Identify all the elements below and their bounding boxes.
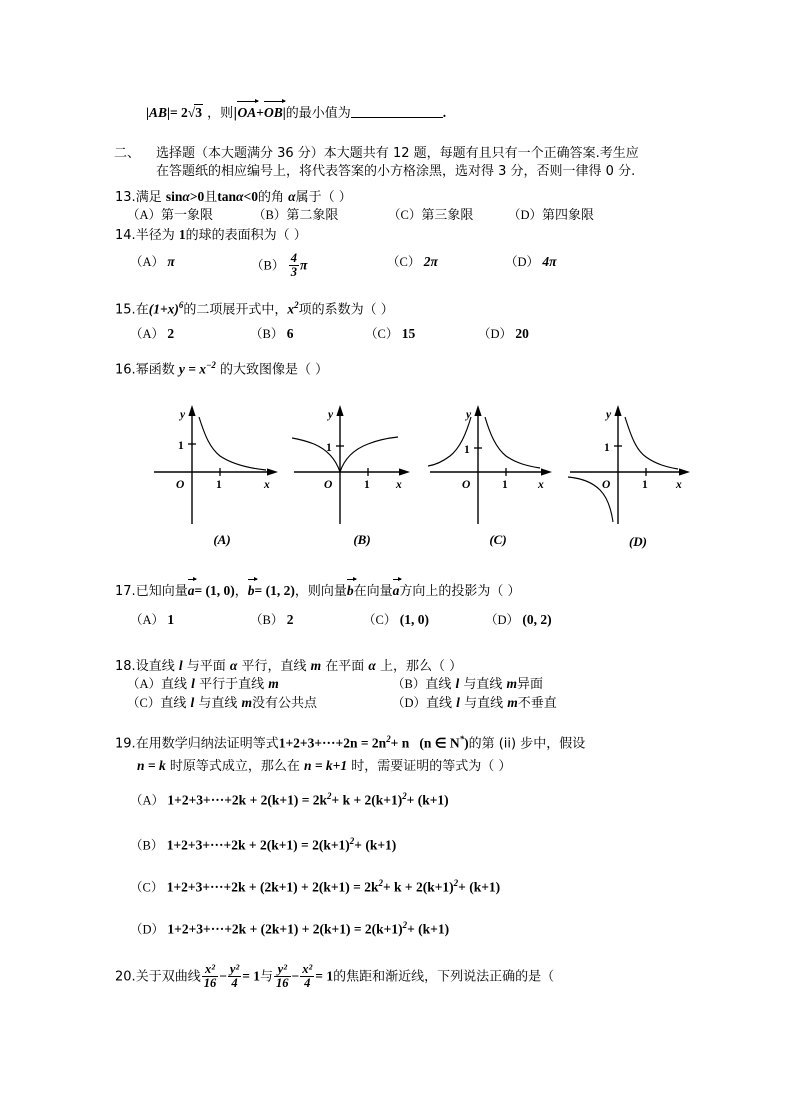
q19-option-a-eq: =	[301, 792, 310, 808]
section-number: 二、	[114, 146, 141, 161]
q13-lt: <0	[243, 189, 258, 204]
q14-option-d-text: 4π	[542, 254, 557, 269]
x-tick-label-1: 1	[364, 479, 370, 491]
curve-branch-positive	[199, 417, 266, 470]
q19-option-a-rhs-c: + (k+1)	[406, 792, 449, 808]
q16-number: 16.	[115, 362, 136, 378]
q17-option-c[interactable]	[363, 611, 429, 629]
q12-tail-text: 的最小值为	[285, 106, 351, 121]
y-axis-arrow	[336, 405, 343, 416]
q15-option-a[interactable]	[130, 325, 174, 343]
q19-option-d-rhs-a-sup: 2	[402, 920, 408, 930]
q14-stem	[115, 226, 307, 244]
curve-branch-positive	[485, 417, 540, 468]
q14-fraction-numerator: 4	[290, 251, 297, 265]
origin-label: O	[602, 479, 611, 491]
q20-fraction-4	[300, 963, 314, 990]
q15-option-c-text: 15	[401, 326, 416, 341]
q18-line-l: l	[178, 658, 183, 673]
x-axis-arrow	[399, 468, 410, 475]
q19-option-b-label: （B）	[130, 838, 164, 853]
q14-fraction-four-thirds	[289, 252, 299, 279]
q15-term-exponent: 2	[294, 300, 299, 310]
q18-option-c[interactable]	[127, 694, 317, 712]
q14-stem-post: 的球的表面积为（	[185, 228, 290, 243]
q17-option-c-text: (1, 0)	[399, 612, 429, 627]
q18-option-d[interactable]	[392, 694, 557, 712]
y-axis-arrow	[614, 405, 621, 416]
q14-fraction-denominator: 3	[290, 265, 297, 280]
q18-number: 18.	[115, 659, 136, 674]
q19-option-c-lhs: 1+2+3+···+2k + (2k+1) + 2(k+1)	[166, 879, 350, 895]
q17-option-a-label: （A）	[130, 613, 165, 627]
q17-eq-a: = (1, 0)	[194, 583, 235, 598]
q19-stem-line-2	[137, 757, 511, 775]
q16-stem-close: ）	[311, 362, 329, 378]
q13-option-d[interactable]	[508, 206, 594, 224]
q13-number: 13.	[115, 190, 136, 205]
q19-line2-post: 时，需要证明的等式为（	[347, 759, 495, 774]
curve-branch-positive	[340, 437, 398, 472]
q13-alpha1: α	[182, 189, 190, 204]
q19-line2-mid: 时原等式成立，那么在	[165, 759, 304, 774]
q18-p4: 在平面	[321, 659, 369, 674]
q19-option-b-rhs-b: + (k+1)	[354, 837, 397, 853]
q18-option-d-post: 不垂直	[517, 696, 557, 711]
q15-binomial-exponent: 6	[178, 300, 184, 310]
q16-stem-post: 的大致图像是（	[215, 362, 312, 378]
q20-fraction-2	[228, 963, 241, 990]
q19-option-c[interactable]	[130, 875, 500, 897]
x-tick-label-1: 1	[502, 479, 508, 491]
q15-binomial-base: (1+x)	[148, 301, 179, 317]
q20-fraction-3	[274, 963, 291, 990]
graph-a-svg	[152, 400, 292, 530]
q19-option-d-label: （D）	[130, 922, 165, 937]
graph-c-svg	[428, 400, 568, 530]
q15-option-c[interactable]	[365, 325, 415, 343]
q15-option-d-text: 20	[515, 326, 529, 341]
q17-stem-pre: 已知向量	[135, 584, 188, 599]
q19-option-c-rhs-a-sup: 2	[378, 878, 383, 888]
q13-option-b-label: （B）	[253, 208, 287, 222]
q18-p1: 设直线	[135, 659, 179, 674]
q19-option-c-rhs-a: 2k	[364, 879, 379, 895]
q19-option-c-label: （C）	[130, 880, 164, 895]
q14-option-a-label: （A）	[130, 255, 165, 269]
y-axis-arrow	[188, 405, 195, 416]
q15-stem-close: ）	[376, 302, 394, 318]
x-axis-arrow	[679, 468, 690, 475]
q17-option-b-text: 2	[286, 612, 294, 627]
q17-stem-close: ）	[503, 584, 521, 599]
q18-option-d-v2: m	[507, 695, 518, 710]
q18-option-a-v2: m	[268, 676, 279, 691]
q18-option-b-label: （B）	[392, 677, 426, 691]
q18-line-m: m	[310, 658, 322, 673]
q19-option-a-rhs-b: + k + 2(k+1)	[331, 792, 403, 808]
q17-vector-a: a	[187, 583, 195, 598]
y-tick-label-1: 1	[326, 442, 332, 454]
q15-stem	[115, 297, 394, 319]
y-axis-label: y	[180, 409, 186, 421]
q13-stem	[115, 188, 352, 206]
q15-stem-pre: 在	[135, 302, 149, 318]
graph-b-svg	[292, 400, 432, 530]
q15-option-a-text: 2	[167, 326, 175, 341]
q19-option-a-lhs: 1+2+3+···+2k + 2(k+1)	[167, 792, 299, 808]
q17-vector-b-2: b	[346, 583, 354, 598]
q13-gt: >0	[189, 189, 205, 204]
q20-minus-2: −	[291, 968, 300, 984]
q18-option-c-v2: m	[241, 695, 253, 710]
q20-eq-1: = 1	[242, 968, 261, 984]
q16-stem	[115, 357, 328, 379]
y-tick-label-1: 1	[178, 440, 184, 452]
q13-option-a-label: （A）	[127, 208, 162, 222]
q13-stem-text: 满足	[135, 190, 166, 205]
graph-a-label: (A)	[213, 532, 231, 547]
q19-option-a-rhs-b-sup: 2	[402, 791, 407, 801]
q18-option-c-mid: 与直线	[194, 696, 242, 711]
y-tick-label-1: 1	[464, 444, 470, 456]
q15-number: 15.	[115, 302, 136, 318]
q14-radius: 1	[178, 227, 186, 242]
then-text: ，则|	[202, 106, 238, 121]
q14-stem-close: ）	[289, 228, 307, 243]
graph-d-svg	[568, 400, 708, 530]
q18-option-b-pre: 直线	[425, 677, 456, 692]
answer-blank[interactable]	[351, 106, 443, 118]
x-tick-label-1: 1	[216, 479, 222, 491]
q20-fraction-1-numerator: x²	[204, 962, 215, 976]
q19-equation: 1+2+3+···+2n = 2n	[278, 735, 387, 751]
q17-option-d-text: (0, 2)	[522, 612, 552, 627]
curve-branch-negative	[292, 438, 340, 472]
q13-paren: 属于（ ）	[295, 190, 352, 205]
q20-fraction-4-denominator: 4	[300, 976, 314, 990]
q17-eq-b: = (1, 2)	[254, 583, 295, 598]
q17-number: 17.	[115, 584, 136, 599]
abs-open: |	[146, 105, 149, 120]
q20-stem-post: 的焦距和渐近线，下列说法正确的是（	[333, 969, 555, 985]
q19-option-d-rhs-b: + (k+1)	[407, 921, 450, 937]
q17-vector-b: b	[247, 583, 255, 598]
q19-option-b-rhs-a: 2(k+1)	[312, 837, 350, 853]
q19-option-a[interactable]	[130, 788, 449, 810]
q19-option-c-rhs-b-sup: 2	[453, 878, 459, 888]
q12-period: .	[442, 105, 447, 120]
q19-equation-tail: + n	[390, 735, 410, 751]
q18-option-c-v1: l	[190, 695, 195, 710]
q13-option-d-label: （D）	[508, 208, 543, 222]
q19-equation-exponent: 2	[386, 734, 391, 744]
q18-option-b-post: 异面	[517, 677, 544, 692]
q14-stem-pre: 半径为	[135, 228, 179, 243]
q19-option-c-rhs-b: + k + 2(k+1)	[382, 879, 454, 895]
q18-option-d-pre: 直线	[426, 696, 457, 711]
q17-option-a[interactable]	[130, 611, 174, 629]
graph-a	[152, 400, 292, 550]
q17-mid-2: 在向量	[353, 584, 393, 599]
origin-label: O	[176, 479, 185, 491]
q20-minus-1: −	[219, 968, 227, 984]
q17-option-c-label: （C）	[363, 613, 397, 627]
y-axis-arrow	[474, 405, 481, 416]
q13-belongs: 的角	[257, 190, 289, 205]
q18-option-a-pre: 直线	[161, 677, 192, 692]
q20-fraction-1-denominator: 16	[203, 976, 217, 991]
q17-mid-1: ，则向量	[294, 584, 347, 599]
q18-stem	[115, 657, 462, 675]
q19-option-d-lhs: 1+2+3+···+2k + (2k+1) + 2(k+1)	[167, 921, 351, 937]
q18-p5: 上，那么（	[375, 659, 445, 674]
q19-option-a-rhs-a: 2k	[312, 792, 328, 808]
q17-stem	[115, 581, 521, 600]
x-axis-label: x	[676, 479, 682, 491]
q17-option-b-label: （B）	[250, 613, 284, 627]
q14-option-a-text: π	[167, 254, 175, 269]
graph-b	[292, 400, 432, 550]
q13-tan: tan	[217, 189, 237, 204]
x-axis-label: x	[396, 479, 402, 491]
origin-label: O	[462, 479, 471, 491]
q19-set-close: )	[464, 735, 469, 751]
vector-oa: OA	[237, 105, 257, 120]
q19-option-a-rhs-a-sup: 2	[327, 791, 332, 801]
q20-fraction-3-numerator: y²	[277, 962, 287, 976]
q13-option-b[interactable]	[253, 206, 338, 224]
q19-set-membership: (n ∈ N	[419, 735, 460, 751]
q13-alpha2: α	[236, 189, 244, 204]
q13-alpha3: α	[288, 189, 296, 204]
q15-option-a-label: （A）	[130, 327, 165, 341]
q16-function-base: y = x	[178, 361, 207, 377]
q18-option-a-mid: 平行于直线	[194, 677, 269, 692]
q17-option-d[interactable]	[485, 611, 552, 629]
q20-stem	[115, 964, 554, 991]
graph-c-label: (C)	[489, 532, 507, 547]
graph-b-label: (B)	[353, 532, 371, 547]
q17-comma: ，	[234, 584, 248, 599]
section-line-2: 在答题纸的相应编号上，将代表答案的小方格涂黑，选对得 3 分，否则一律得 0 分.	[156, 164, 636, 179]
q13-option-b-text: 第二象限	[286, 208, 339, 223]
q19-n-equals-k: n = k	[137, 758, 166, 773]
q19-stem-close: ）	[494, 759, 512, 774]
q18-option-b-v2: m	[506, 676, 518, 691]
q16-stem-pre: 幂函数	[135, 362, 179, 378]
q18-option-a-label: （A）	[127, 677, 162, 691]
q18-option-d-mid: 与直线	[459, 696, 508, 711]
origin-label: O	[324, 479, 333, 491]
q19-option-c-rhs-c: + (k+1)	[458, 879, 501, 895]
q13-and: 且	[204, 190, 218, 205]
q20-fraction-2-numerator: y²	[229, 962, 240, 976]
abs-close: |	[282, 105, 286, 120]
q19-option-b-rhs-a-sup: 2	[349, 836, 355, 846]
q13-option-c-label: （C）	[388, 208, 422, 222]
abs-eq: |= 2	[167, 105, 188, 120]
q19-stem-line-1	[115, 731, 585, 753]
q20-conjunction: 与	[260, 969, 274, 985]
q19-n-equals-k-plus-1: n = k+1	[303, 758, 348, 773]
q13-option-c-text: 第三象限	[421, 208, 474, 223]
q14-option-b[interactable]	[251, 253, 307, 280]
q20-fraction-3-denominator: 16	[276, 976, 289, 991]
q13-option-c[interactable]	[388, 206, 473, 224]
section-line-1: 选择题（本大题满分 36 分）本大题共有 12 题，每题有且只有一个正确答案.考生应	[156, 146, 639, 161]
y-axis-label: y	[328, 409, 334, 421]
x-tick-label-1: 1	[642, 479, 648, 491]
sqrt-icon: √	[187, 105, 196, 120]
segment-ab: AB	[148, 105, 167, 120]
q13-option-a[interactable]	[127, 206, 213, 224]
q13-option-d-text: 第四象限	[542, 208, 595, 223]
q14-option-a[interactable]	[130, 253, 175, 271]
q18-option-c-pre: 直线	[160, 696, 191, 711]
q13-sin: sin	[165, 189, 183, 204]
q19-option-b-eq: =	[301, 837, 309, 853]
q20-number: 20.	[115, 969, 136, 985]
q15-option-c-label: （C）	[365, 327, 399, 341]
q19-set-star: *	[459, 734, 465, 744]
q14-option-d[interactable]	[505, 253, 557, 271]
q17-vector-a-2: a	[392, 583, 400, 598]
q18-option-a-v1: l	[191, 676, 195, 691]
q19-stem-post: 的第 (ii) 步中，假设	[468, 736, 586, 752]
q15-option-d-label: （D）	[478, 327, 513, 341]
q18-option-b-v1: l	[455, 676, 460, 691]
y-tick-label-1: 1	[604, 442, 610, 454]
q20-eq-2: = 1	[315, 968, 334, 984]
q15-option-b[interactable]	[250, 325, 293, 343]
q19-stem-pre: 在用数学归纳法证明等式	[135, 736, 279, 752]
q18-option-c-post: 没有公共点	[252, 696, 318, 711]
graph-c	[428, 400, 568, 550]
q20-fraction-4-numerator: x²	[302, 962, 313, 976]
q15-stem-post: 项的系数为（	[298, 302, 377, 318]
q12-tail-line	[146, 103, 446, 122]
radicand: 3	[195, 105, 202, 120]
q18-option-a[interactable]	[127, 675, 279, 693]
q18-option-d-v1: l	[456, 695, 460, 710]
q14-number: 14.	[115, 228, 136, 243]
x-axis-arrow	[541, 468, 552, 475]
q17-stem-post: 方向上的投影为（	[399, 584, 504, 599]
q18-option-b[interactable]	[392, 675, 543, 693]
q18-p3: 平行，直线	[237, 659, 311, 674]
q19-option-d-rhs-a: 2(k+1)	[364, 921, 403, 937]
q15-stem-mid: 的二项展开式中，	[183, 302, 288, 318]
q18-option-d-label: （D）	[392, 696, 427, 710]
q18-option-b-mid: 与直线	[459, 677, 507, 692]
q15-option-d[interactable]	[478, 325, 529, 343]
q19-option-c-eq: =	[353, 879, 361, 895]
graph-d	[568, 400, 708, 550]
y-axis-label: y	[606, 409, 612, 421]
q20-fraction-1	[202, 963, 219, 990]
curve-branch-negative	[428, 417, 471, 466]
q19-option-b[interactable]	[130, 833, 396, 855]
q17-option-d-label: （D）	[485, 613, 520, 627]
q19-number: 19.	[115, 736, 136, 752]
q14-option-b-text: π	[299, 257, 308, 273]
y-axis-label: y	[466, 409, 472, 421]
q14-option-b-label: （B）	[251, 258, 285, 273]
q18-plane-alpha: α	[229, 658, 238, 673]
q17-option-b[interactable]	[250, 611, 293, 629]
graph-d-label: (D)	[628, 534, 648, 549]
q14-option-c-text: 2π	[423, 254, 438, 269]
q14-option-c[interactable]	[387, 253, 438, 271]
q18-plane-alpha-2: α	[368, 658, 376, 673]
x-axis-arrow	[267, 468, 278, 475]
q17-option-a-text: 1	[167, 612, 175, 627]
q15-option-b-text: 6	[286, 326, 294, 341]
q19-option-d-eq: =	[353, 921, 362, 937]
q20-fraction-2-denominator: 4	[228, 976, 241, 990]
q14-option-d-label: （D）	[505, 255, 540, 269]
q18-stem-close: ）	[444, 659, 463, 674]
x-axis-label: x	[538, 479, 544, 491]
q18-p2: 与平面	[182, 659, 230, 674]
q13-option-a-text: 第一象限	[161, 208, 214, 223]
q19-option-a-label: （A）	[130, 793, 165, 808]
q18-option-c-label: （C）	[127, 696, 161, 710]
q19-option-d[interactable]	[130, 917, 449, 939]
q20-stem-pre: 关于双曲线	[135, 969, 201, 985]
vector-ob: OB	[263, 105, 283, 120]
curve-branch-positive	[625, 417, 678, 469]
q19-option-b-lhs: 1+2+3+···+2k + 2(k+1)	[166, 837, 298, 853]
x-axis-label: x	[264, 479, 270, 491]
q15-option-b-label: （B）	[250, 327, 284, 341]
q14-option-c-label: （C）	[387, 255, 421, 269]
q16-function-exponent: −2	[206, 360, 216, 370]
plus-sign: +	[256, 105, 264, 120]
q15-term-base: x	[287, 301, 295, 317]
